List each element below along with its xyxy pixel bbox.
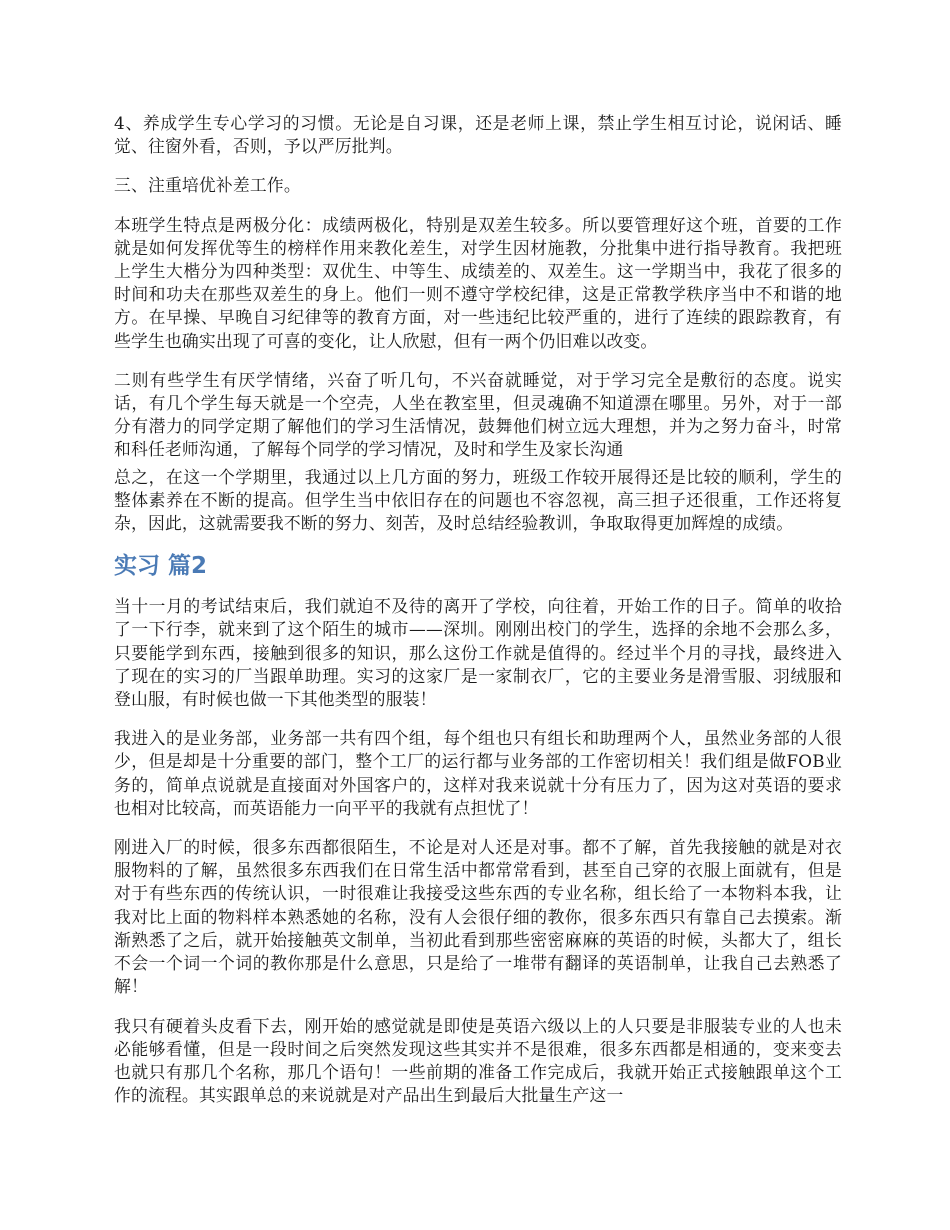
paragraph-study-habits: 4、养成学生专心学习的习惯。无论是自习课，还是老师上课，禁止学生相互讨论，说闲话、睡觉、往窗外看，否则，予以严厉批判。 <box>114 113 842 157</box>
paragraph-learning-materials: 刚进入厂的时候，很多东西都很陌生，不论是对人还是对事。都不了解，首先我接触的就是对衣服物料的了解，虽然很多东西我们在日常生活中都常常看到，甚至自己穿的衣服上面就有，但是对于有些东西的传统认识，一时很难让我接受这些东西的专业名称，组长给了一本物料本我，让我对比上面的物料样本熟悉她的名称，没有人会很仔细的教你，很多东西只有靠自己去摸索。渐渐熟悉了之后，就开始接触英文制单，当初此看到那些密密麻麻的英语的时候，头都大了，组长不会一个词一个词的教你那是什么意思，只是给了一堆带有翻译的英语制单，让我自己去熟悉了解！ <box>114 837 842 997</box>
section-heading-internship: 实习 篇2 <box>114 553 208 580</box>
paragraph-arrival-shenzhen: 当十一月的考试结束后，我们就迫不及待的离开了学校，向往着，开始工作的日子。简单的收拾了一下行李，就来到了这个陌生的城市——深圳。刚刚出校门的学生，选择的余地不会那么多，只要能学到东西，接触到很多的知识，那么这份工作就是值得的。经过半个月的寻找，最终进入了现在的实习的厂当跟单助理。实习的这家厂是一家制衣厂，它的主要业务是滑雪服、羽绒服和登山服，有时候也做一下其他类型的服装！ <box>114 596 842 710</box>
paragraph-summary: 总之，在这一个学期里，我通过以上几方面的努力，班级工作较开展得还是比较的顺利，学生的整体素养在不断的提高。但学生当中依旧存在的问题也不容忽视，高三担子还很重，工作还将复杂，因此，这就需要我不断的努力、刻苦，及时总结经验教训，争取取得更加辉煌的成绩。 <box>114 466 842 534</box>
section-subheading-tutoring: 三、注重培优补差工作。 <box>114 175 301 196</box>
paragraph-business-department: 我进入的是业务部，业务部一共有四个组，每个组也只有组长和助理两个人，虽然业务部的人很少，但是却是十分重要的部门，整个工厂的运行都与业务部的工作密切相关！我们组是做FOB业务的，简单点说就是直接面对外国客户的，这样对我来说就十分有压力了，因为这对英语的要求也相对比较高，而英语能力一向平平的我就有点担忧了！ <box>114 728 842 818</box>
paragraph-student-types: 本班学生特点是两极分化：成绩两极化，特别是双差生较多。所以要管理好这个班，首要的工作就是如何发挥优等生的榜样作用来教化差生，对学生因材施教，分批集中进行指导教育。我把班上学生大楷分为四种类型：双优生、中等生、成绩差的、双差生。这一学期当中，我花了很多的时间和功夫在那些双差生的身上。他们一则不遵守学校纪律，这是正常教学秩序当中不和谐的地方。在早操、早晚自习纪律等的教育方面，对一些违纪比较严重的，进行了连续的跟踪教育，有些学生也确实出现了可喜的变化，让人欣慰，但有一两个仍旧难以改变。 <box>114 214 842 351</box>
paragraph-learning-attitude: 二则有些学生有厌学情绪，兴奋了听几句，不兴奋就睡觉，对于学习完全是敷衍的态度。说实话，有几个学生每天就是一个空壳，人坐在教室里，但灵魂确不知道漂在哪里。另外，对于一部分有潜力的同学定期了解他们的学习生活情况，鼓舞他们树立远大理想，并为之努力奋斗，时常和科任老师沟通，了解每个同学的学习情况，及时和学生及家长沟通 <box>114 369 842 460</box>
document-page <box>114 112 842 1123</box>
paragraph-merchandising-process: 我只有硬着头皮看下去，刚开始的感觉就是即使是英语六级以上的人只要是非服装专业的人也未必能够看懂，但是一段时间之后突然发现这些其实并不是很难，很多东西都是相通的，变来变去也就只有那几个名称，那几个语句！一些前期的准备工作完成后，我就开始正式接触跟单这个工作的流程。其实跟单总的来说就是对产品出生到最后大批量生产这一 <box>114 1015 842 1106</box>
